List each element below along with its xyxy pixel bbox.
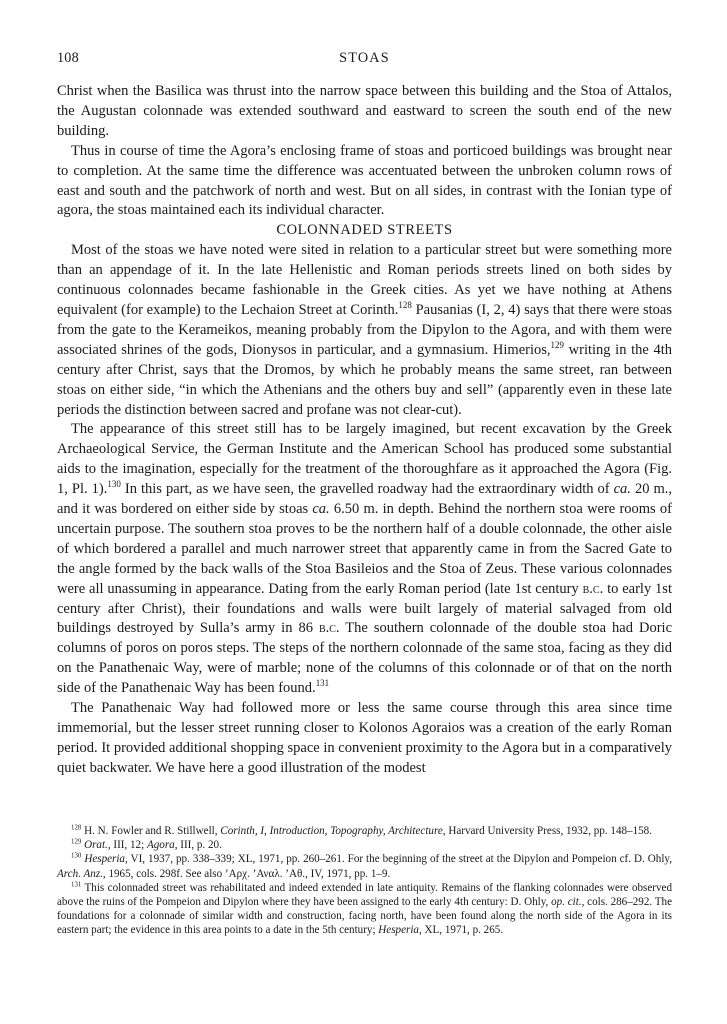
citation-title: Corinth, I, Introduction, Topography, Architecture, [220, 825, 446, 837]
footnote-ref: 131 [315, 678, 330, 689]
footnote [57, 881, 672, 938]
text-run: 6.50 m. in depth. Behind the northern stoa were rooms of uncertain purpose. The southern stoa proves to be the northern half of a double colonnade, the other aisle of which bordered a parallel and much narrower street that apparently came in from the Sacred Gate to the angle formed by the back walls of the Stoa Basileios and the Stoa of Zeus. These various colonnades were all unassuming in appearance. Dating from the early Roman period (late 1st century [57, 501, 672, 597]
citation-title: Hesperia, [378, 924, 422, 937]
footnote-number: 131 [71, 881, 82, 889]
text-run: Harvard University Press, 1932, pp. 148–158. [445, 825, 653, 837]
footnote-number: 128 [71, 824, 82, 832]
abbrev: ca. [312, 501, 330, 518]
citation-title: Arch. Anz., [57, 867, 106, 880]
paragraph: Christ when the Basilica was thrust into the narrow space between this building and the Stoa of Attalos, the Augustan colonnade was extended southward and eastward to screen the south end of the new building. [57, 83, 672, 139]
footnote-ref: 130 [107, 479, 121, 490]
page-number: 108 [57, 50, 79, 66]
text-run: cols. 286–292. The foundations for a colonnade of similar width and construction, facing north, have been found along the north side of the Agora in its eastern part; the evidence in this area points to a date in the 5th century; [57, 896, 672, 937]
text-run: writing in the 4th century after Christ, says that the Dromos, by which he probably means the same street, ran between stoas on either side, “in which the Athenians and the others buy and sell” (apparently even in these late periods the distinction between sacred and profane was not clear-cut). [57, 341, 672, 418]
paragraph: Thus in course of time the Agora’s enclosing frame of stoas and porticoed buildings was brought near to completion. At the same time the difference was accentuated between the unbroken column rows of east and south and the patchwork of north and west. But on all sides, in contrast with the Ionian type of agora, the stoas maintained each its individual character. [57, 142, 672, 219]
footnote [57, 838, 672, 852]
text-run: Most of the stoas we have noted were sited in relation to a particular street but were something more than an appendage of it. In the late Hellenistic and Roman periods streets lined on both sides by continuous colonnades became fashionable in the Greek cities. As yet we have nothing at Athens equivalent (for example) to the Lechaion Street at Corinth. [57, 242, 672, 318]
footnote [57, 824, 672, 838]
footnote-number: 129 [71, 838, 82, 846]
text-run: The southern colonnade of the double stoa had Doric columns of poros on poros steps. The steps of the northern colonnade of the same stoa, facing as they did on the Panathenaic Way, were of marble; none of the columns of this colonnade or of that on the north side of the Panathenaic Way has been found. [57, 620, 673, 697]
text-run: III, 12; [110, 839, 147, 852]
text-run: This colonnaded street was rehabilitated and indeed extended in late antiquity. Remains of the flanking colonnades were observed above the ruins of the Pompeion and Dipylon where they have been assigned to the early 4th century: D. Ohly, [57, 881, 672, 909]
text-run: XL, 1971, p. 265. [421, 924, 504, 937]
text-run: In this part, as we have seen, the gravelled roadway had the extraordinary width of [120, 481, 614, 498]
text-run: Pausanias (I, 2, 4) says that there were stoas from the gate to the Kerameikos, meaning probably from the Dipylon to the Agora, and with them were associated shrines of the gods, Dionysos in particular, and a gymnasium. Himerios, [57, 301, 672, 358]
citation-title: Hesperia, [84, 853, 128, 866]
text-run: III, p. 20. [177, 839, 222, 852]
footnote-number: 130 [71, 852, 82, 860]
footnote-ref: 128 [398, 300, 412, 311]
main-text [57, 82, 672, 779]
page-header [57, 50, 672, 70]
text-run: The appearance of this street still has to be largely imagined, but recent excavation by the Greek Archaeological Service, the German Institute and the American School has produced some substantial aids to the imagination, especially for the treatment of the thoroughfare as it approached the Agora (Fig. 1, Pl. 1). [57, 421, 672, 498]
citation-title: Agora, [146, 839, 178, 852]
citation-title: Orat., [84, 839, 111, 852]
text-run: to early 1st century after Christ), their foundations and walls were built largely of material salvaged from old buildings destroyed by Sulla’s army in 86 [57, 580, 672, 637]
footnote-ref: 129 [550, 339, 564, 350]
text-run: 1965, cols. 298f. See also ’Αρχ. ’Αναλ. ’Αθ., IV, 1971, pp. 1–9. [105, 867, 391, 880]
text-run: H. N. Fowler and R. Stillwell, [81, 825, 221, 837]
era-abbrev: b.c. [582, 580, 604, 597]
footnote [57, 852, 672, 880]
text-run: VI, 1937, pp. 338–339; XL, 1971, pp. 260–261. For the beginning of the street at the Dipylon and Pompeion cf. D. Ohly, [127, 853, 672, 866]
paragraph: The Panathenaic Way had followed more or less the same course through this area since time immemorial, but the lesser street running closer to Kolonos Agoraios was a creation of the early Roman period. It provided additional shopping space in convenient proximity to the Agora but in a comparatively quiet backwater. We have here a good illustration of the modest [57, 700, 672, 776]
paragraph [57, 241, 672, 420]
abbrev: ca. [613, 481, 631, 498]
section-heading: COLONNADED STREETS [276, 222, 453, 239]
running-head: STOAS [339, 50, 390, 66]
paragraph [57, 420, 672, 699]
era-abbrev: b.c. [318, 620, 340, 637]
footnotes [57, 824, 672, 938]
text-run: 20 m., and it was bordered on either side by stoas [57, 481, 673, 518]
citation-title: op. cit., [551, 896, 585, 909]
